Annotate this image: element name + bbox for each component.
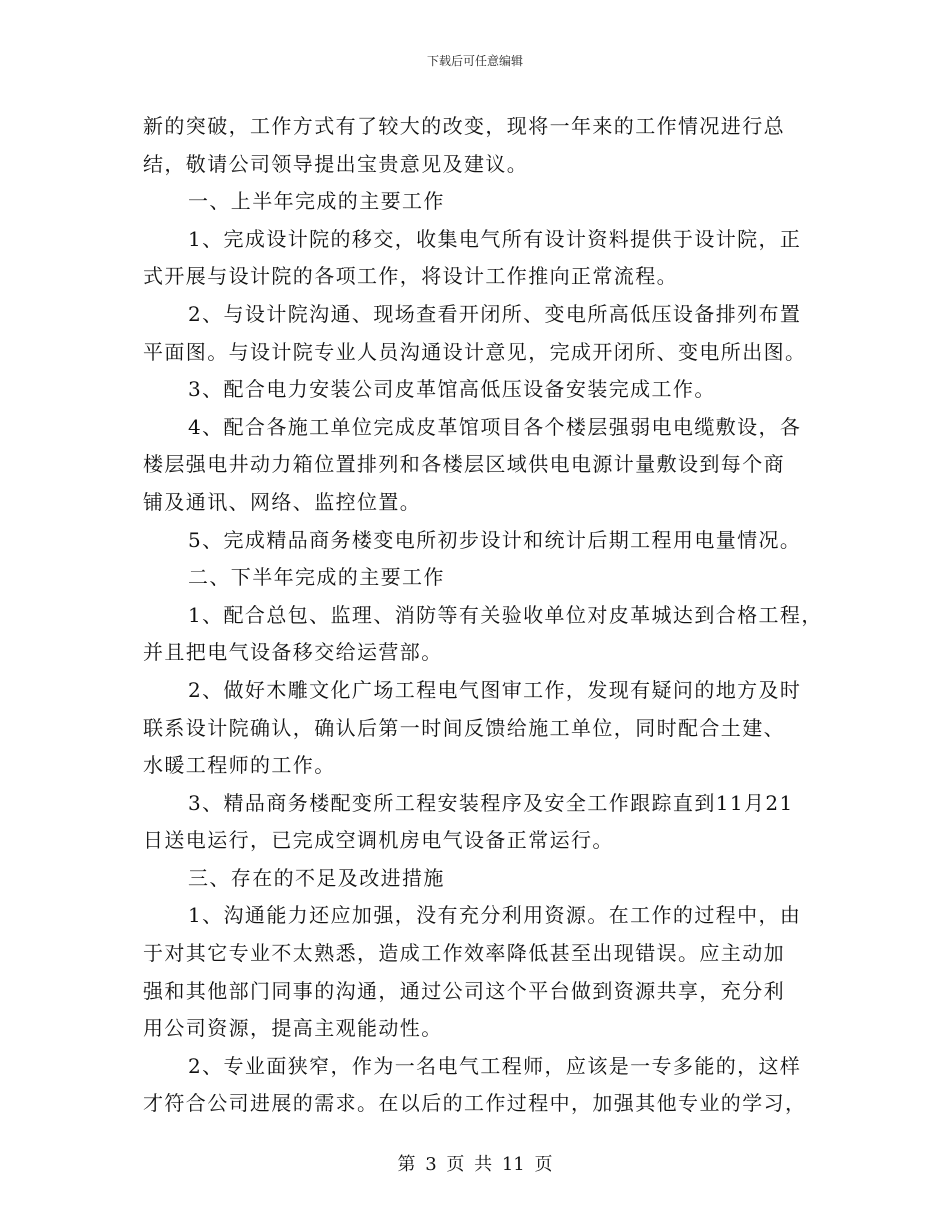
body-line: 平面图。与设计院专业人员沟通设计意见，完成开闭所、变电所出图。 xyxy=(143,339,807,364)
section-heading: 一、上半年完成的主要工作 xyxy=(188,189,445,214)
body-line: 新的突破，工作方式有了较大的改变，现将一年来的工作情况进行总 xyxy=(143,114,785,138)
body-line: 强和其他部门同事的沟通，通过公司这个平台做到资源共享，充分利 xyxy=(143,978,785,1003)
body-line: 2、做好木雕文化广场工程电气图审工作，发现有疑问的地方及时 xyxy=(188,677,802,702)
body-line: 2、与设计院沟通、现场查看开闭所、变电所高低压设备排列布置 xyxy=(188,301,802,326)
body-line: 3、精品商务楼配变所工程安装程序及安全工作跟踪直到11月21 xyxy=(188,790,794,815)
body-line: 楼层强电井动力箱位置排列和各楼层区域供电电源计量敷设到每个商 xyxy=(143,452,785,477)
body-line: 5、完成精品商务楼变电所初步设计和统计后期工程用电量情况。 xyxy=(188,527,802,552)
document-body xyxy=(143,108,823,1123)
body-line: 日送电运行，已完成空调机房电气设备正常运行。 xyxy=(143,828,614,853)
body-line: 4、配合各施工单位完成皮革馆项目各个楼层强弱电电缆敷设，各 xyxy=(188,414,802,439)
body-line: 水暖工程师的工作。 xyxy=(143,753,336,778)
section-heading: 三、存在的不足及改进措施 xyxy=(188,865,445,890)
body-line: 式开展与设计院的各项工作，将设计工作推向正常流程。 xyxy=(143,264,678,289)
body-line: 于对其它专业不太熟悉，造成工作效率降低甚至出现错误。应主动加 xyxy=(143,941,785,966)
page-header: 下载后可任意编辑 xyxy=(426,54,523,68)
body-line: 铺及通讯、网络、监控位置。 xyxy=(143,489,422,514)
body-line: 用公司资源，提高主观能动性。 xyxy=(143,1016,443,1041)
body-line: 1、完成设计院的移交，收集电气所有设计资料提供于设计院，正 xyxy=(188,226,802,251)
section-heading: 二、下半年完成的主要工作 xyxy=(188,565,445,590)
body-line: 并且把电气设备移交给运营部。 xyxy=(143,640,443,665)
page-number-footer: 第 3 页 共 11 页 xyxy=(397,1154,553,1175)
body-line: 2、专业面狭窄，作为一名电气工程师，应该是一专多能的，这样 xyxy=(188,1053,802,1078)
body-line: 联系设计院确认，确认后第一时间反馈给施工单位，同时配合土建、 xyxy=(143,715,785,740)
body-line: 1、配合总包、监理、消防等有关验收单位对皮革城达到合格工程， xyxy=(188,602,823,627)
body-line: 3、配合电力安装公司皮革馆高低压设备安装完成工作。 xyxy=(188,377,716,402)
body-line: 1、沟通能力还应加强，没有充分利用资源。在工作的过程中，由 xyxy=(188,903,802,928)
body-line: 才符合公司进展的需求。在以后的工作过程中，加强其他专业的学习， xyxy=(143,1091,807,1116)
body-line: 结，敬请公司领导提出宝贵意见及建议。 xyxy=(143,151,529,176)
